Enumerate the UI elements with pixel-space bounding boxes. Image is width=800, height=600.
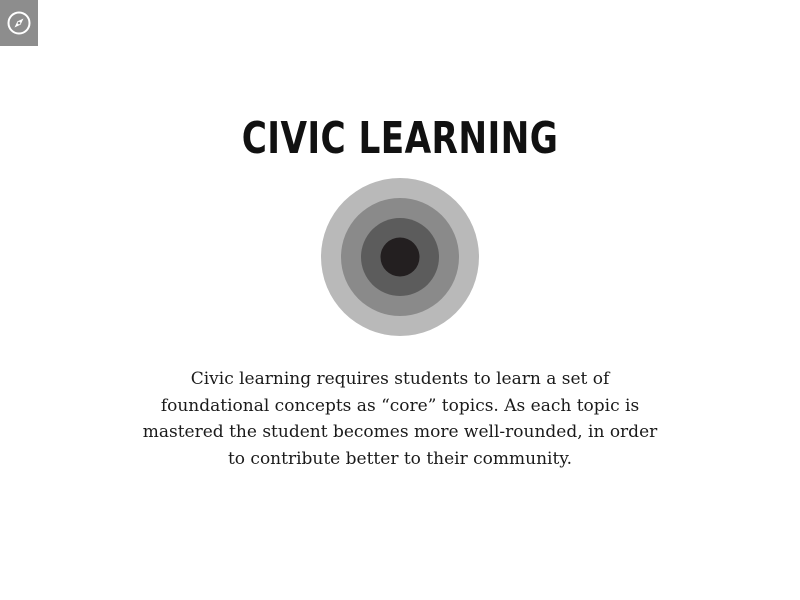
compass-nav-button[interactable] (0, 0, 38, 46)
page-title: CIVIC LEARNING (241, 113, 559, 165)
concentric-circles-graphic (321, 178, 479, 336)
compass-icon (6, 10, 32, 36)
ring-center (381, 238, 420, 277)
description-text: Civic learning requires students to learn a set of foundational concepts as “core” topics. As each topic is mastered the student becomes more well-rounded, in order to contribute better to their community. (142, 369, 658, 469)
